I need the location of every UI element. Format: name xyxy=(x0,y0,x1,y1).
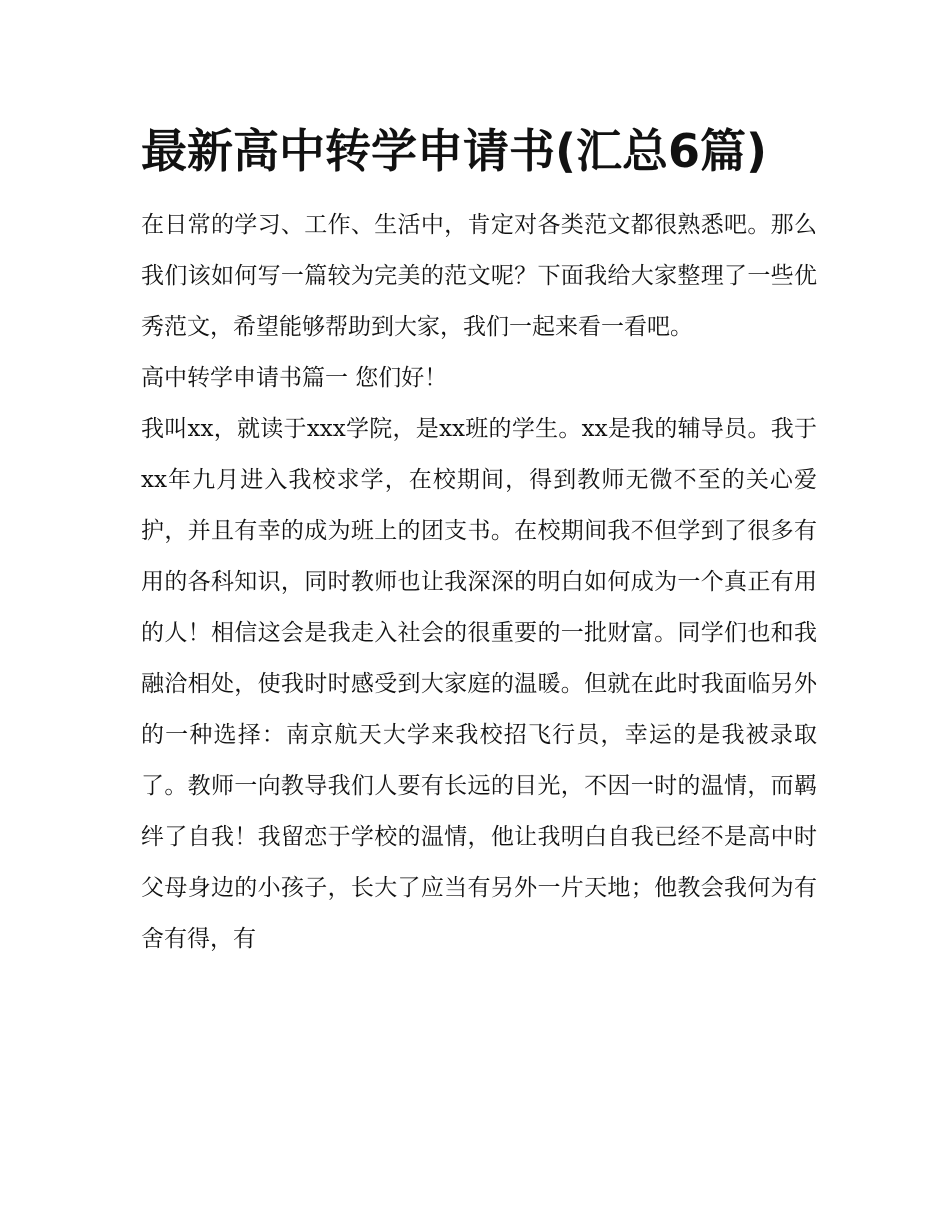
body-paragraph xyxy=(141,404,817,965)
document-title: 最新高中转学申请书(汇总6篇) xyxy=(141,124,768,178)
intro-text: 在日常的学习、工作、生活中，肯定对各类范文都很熟悉吧。那么我们该如何写一篇较为完美的范文呢？下面我给大家整理了一些优秀范文，希望能够帮助到大家，我们一起来看一看吧。 xyxy=(141,212,817,340)
body-text: 我叫xx，就读于xxx学院，是xx班的学生。xx是我的辅导员。我于xx年九月进入我校求学，在校期间，得到教师无微不至的关心爱护，并且有幸的成为班上的团支书。在校期间我不但学到了很多有用的各科知识，同时教师也让我深深的明白如何成为一个真正有用的人！相信这会是我走入社会的很重要的一批财富。同学们也和我融洽相处，使我时时感受到大家庭的温暖。但就在此时我面临另外的一种选择：南京航天大学来我校招飞行员，幸运的是我被录取了。教师一向教导我们人要有长远的目光，不因一时的温情，而羁绊了自我！我留恋于学校的温情，他让我明白自我已经不是高中时父母身边的小孩子，长大了应当有另外一片天地；他教会我何为有舍有得，有 xyxy=(141,416,817,952)
document-content xyxy=(141,112,817,965)
intro-paragraph xyxy=(141,200,817,353)
section-heading: 高中转学申请书篇一 您们好！ xyxy=(141,365,448,391)
section-heading-block xyxy=(141,353,817,404)
